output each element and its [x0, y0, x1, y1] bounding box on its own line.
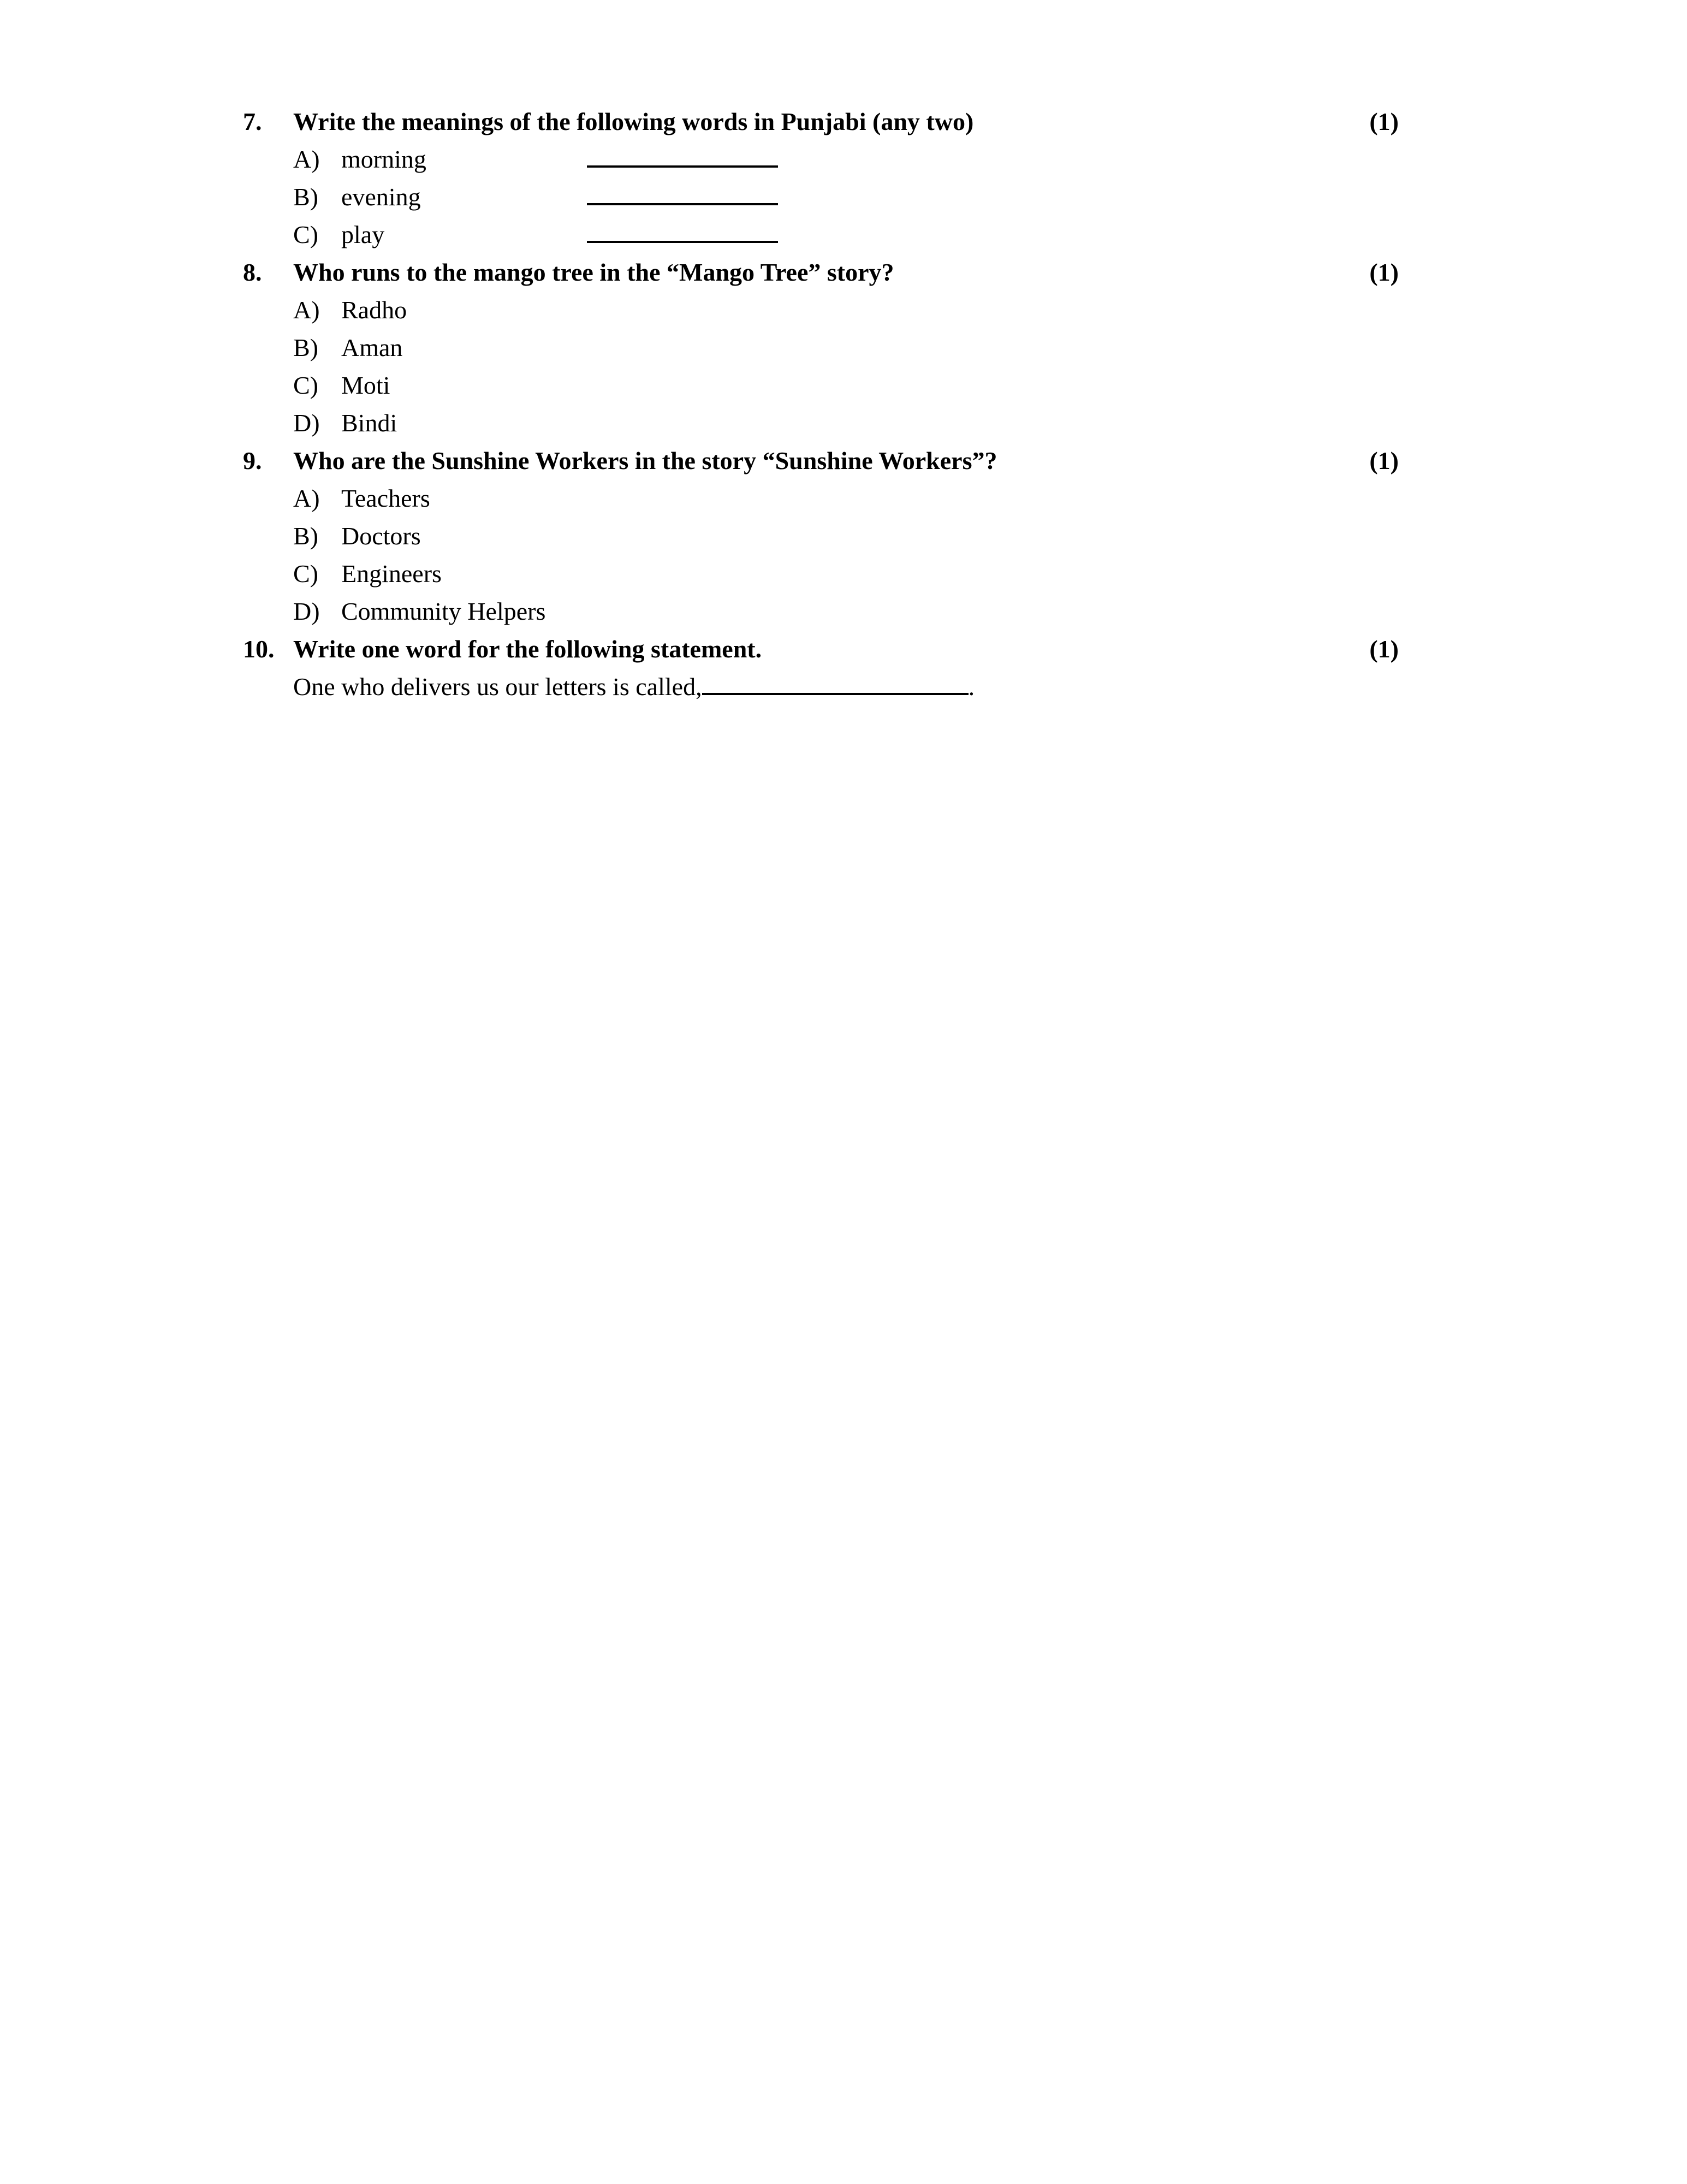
question-8-option-a — [293, 291, 1399, 329]
option-label: A) — [293, 484, 320, 512]
question-9-marks: (1) — [1369, 447, 1399, 474]
exam-questions-section — [0, 0, 1687, 705]
question-10-statement — [293, 668, 1399, 705]
question-9-option-a — [293, 479, 1399, 517]
option-text: Moti — [341, 371, 390, 399]
option-label: A) — [293, 296, 320, 324]
question-8-text: Who runs to the mango tree in the “Mango Tree” story? — [293, 258, 894, 286]
option-label: A) — [293, 145, 320, 173]
question-8-option-c — [293, 366, 1399, 404]
question-7-number: 7. — [243, 108, 262, 135]
option-text: evening — [341, 183, 421, 211]
question-10-number: 10. — [243, 635, 275, 663]
answer-blank — [587, 218, 778, 243]
option-text: Engineers — [341, 560, 442, 587]
question-7-marks: (1) — [1369, 108, 1399, 135]
option-text: Radho — [341, 296, 407, 324]
question-9-number: 9. — [243, 447, 262, 474]
statement-text: One who delivers us our letters is called, — [293, 673, 702, 701]
question-7-text: Write the meanings of the following words in Punjabi (any two) — [293, 108, 974, 135]
question-9-text: Who are the Sunshine Workers in the story “Sunshine Workers”? — [293, 447, 997, 474]
question-10 — [243, 630, 1399, 668]
option-label: C) — [293, 560, 318, 587]
option-label: B) — [293, 334, 318, 361]
question-7-option-c — [293, 216, 1399, 253]
option-label: C) — [293, 221, 318, 248]
answer-blank — [702, 670, 969, 695]
option-text: Doctors — [341, 522, 421, 550]
question-9-option-d — [293, 592, 1399, 630]
option-text: Bindi — [341, 409, 397, 437]
option-text: morning — [341, 145, 426, 173]
statement-period: . — [968, 673, 975, 701]
question-9-option-b — [293, 517, 1399, 555]
answer-blank — [587, 180, 778, 205]
option-label: D) — [293, 597, 320, 625]
question-8-marks: (1) — [1369, 258, 1399, 286]
option-label: D) — [293, 409, 320, 437]
question-9-option-c — [293, 555, 1399, 592]
question-8 — [243, 253, 1399, 291]
question-7-option-b — [293, 178, 1399, 216]
question-10-marks: (1) — [1369, 635, 1399, 663]
answer-blank — [587, 143, 778, 168]
question-7-option-a — [293, 140, 1399, 178]
question-7 — [243, 103, 1399, 140]
option-text: Community Helpers — [341, 597, 546, 625]
question-9 — [243, 442, 1399, 479]
option-text: play — [341, 221, 385, 248]
question-8-option-b — [293, 329, 1399, 366]
question-8-number: 8. — [243, 258, 262, 286]
option-label: C) — [293, 371, 318, 399]
question-10-text: Write one word for the following statement. — [293, 635, 762, 663]
option-label: B) — [293, 522, 318, 550]
option-text: Aman — [341, 334, 403, 361]
question-8-option-d — [293, 404, 1399, 442]
option-text: Teachers — [341, 484, 430, 512]
option-label: B) — [293, 183, 318, 211]
